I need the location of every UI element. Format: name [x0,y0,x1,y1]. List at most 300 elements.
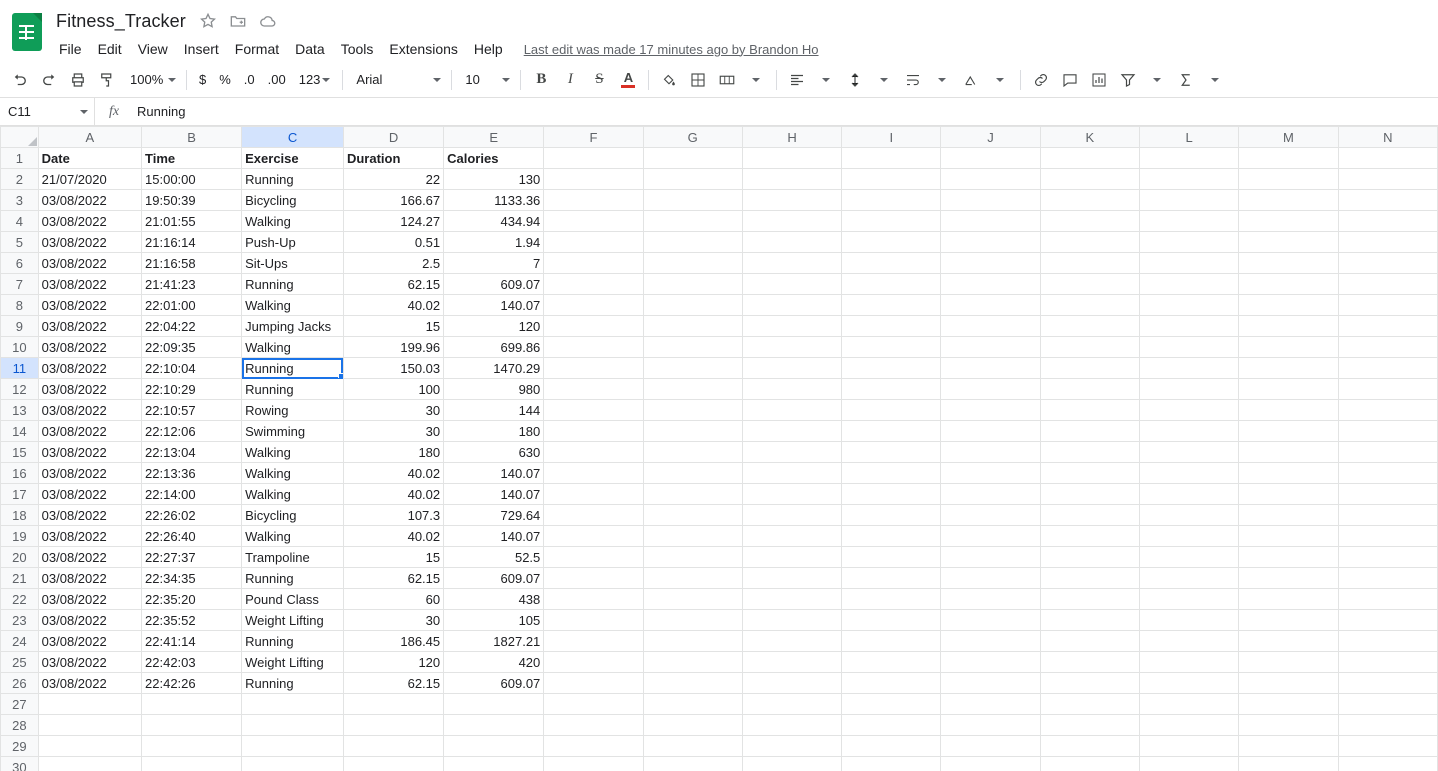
cell-F1[interactable] [544,148,643,169]
text-wrapping-chevron-icon[interactable] [928,66,956,94]
cell-F18[interactable] [544,505,643,526]
row-header-27[interactable]: 27 [1,694,39,715]
cell-D17[interactable]: 40.02 [343,484,443,505]
cell-C1[interactable]: Exercise [242,148,344,169]
cell-J10[interactable] [941,337,1040,358]
cell-I7[interactable] [842,274,941,295]
row-header-17[interactable]: 17 [1,484,39,505]
cell-A16[interactable]: 03/08/2022 [38,463,141,484]
cell-F5[interactable] [544,232,643,253]
cell-G24[interactable] [643,631,742,652]
cell-F17[interactable] [544,484,643,505]
cell-L24[interactable] [1139,631,1238,652]
cell-M28[interactable] [1239,715,1338,736]
cell-F15[interactable] [544,442,643,463]
row-header-12[interactable]: 12 [1,379,39,400]
cell-K1[interactable] [1040,148,1139,169]
cell-L8[interactable] [1139,295,1238,316]
cell-M11[interactable] [1239,358,1338,379]
cell-B12[interactable]: 22:10:29 [142,379,242,400]
decrease-decimal-button[interactable]: .0 [243,72,255,87]
cell-I30[interactable] [842,757,941,771]
cell-J12[interactable] [941,379,1040,400]
cell-D20[interactable]: 15 [343,547,443,568]
cell-G8[interactable] [643,295,742,316]
cell-C18[interactable]: Bicycling [242,505,344,526]
cell-K9[interactable] [1040,316,1139,337]
cell-G5[interactable] [643,232,742,253]
row-header-14[interactable]: 14 [1,421,39,442]
cell-N10[interactable] [1338,337,1437,358]
redo-icon[interactable] [35,66,63,94]
cell-I26[interactable] [842,673,941,694]
cell-L13[interactable] [1139,400,1238,421]
row-header-22[interactable]: 22 [1,589,39,610]
cell-K29[interactable] [1040,736,1139,757]
cell-J24[interactable] [941,631,1040,652]
cell-K26[interactable] [1040,673,1139,694]
cell-C28[interactable] [242,715,344,736]
cell-F4[interactable] [544,211,643,232]
cell-L18[interactable] [1139,505,1238,526]
undo-icon[interactable] [6,66,34,94]
column-header-f[interactable]: F [544,127,643,148]
cell-I18[interactable] [842,505,941,526]
cell-A10[interactable]: 03/08/2022 [38,337,141,358]
cell-I25[interactable] [842,652,941,673]
row-header-9[interactable]: 9 [1,316,39,337]
cell-K28[interactable] [1040,715,1139,736]
cell-F30[interactable] [544,757,643,771]
zoom-selector[interactable] [122,67,180,93]
cell-C13[interactable]: Rowing [242,400,344,421]
cell-C8[interactable]: Walking [242,295,344,316]
column-header-l[interactable]: L [1139,127,1238,148]
italic-button[interactable]: I [567,71,573,87]
cell-C27[interactable] [242,694,344,715]
cell-B2[interactable]: 15:00:00 [142,169,242,190]
cell-C6[interactable]: Sit-Ups [242,253,344,274]
cell-H12[interactable] [742,379,841,400]
cell-J29[interactable] [941,736,1040,757]
cell-G9[interactable] [643,316,742,337]
print-icon[interactable] [64,66,92,94]
cell-G17[interactable] [643,484,742,505]
cell-B27[interactable] [142,694,242,715]
cell-N12[interactable] [1338,379,1437,400]
cell-B9[interactable]: 22:04:22 [142,316,242,337]
row-header-2[interactable]: 2 [1,169,39,190]
cell-H20[interactable] [742,547,841,568]
cell-K4[interactable] [1040,211,1139,232]
cell-F6[interactable] [544,253,643,274]
cell-L22[interactable] [1139,589,1238,610]
cell-L7[interactable] [1139,274,1238,295]
cell-L14[interactable] [1139,421,1238,442]
cell-G29[interactable] [643,736,742,757]
cell-K17[interactable] [1040,484,1139,505]
cell-L26[interactable] [1139,673,1238,694]
cell-N28[interactable] [1338,715,1437,736]
row-header-20[interactable]: 20 [1,547,39,568]
currency-format-button[interactable]: $ [199,72,207,87]
cell-G13[interactable] [643,400,742,421]
cell-H15[interactable] [742,442,841,463]
spreadsheet-grid[interactable] [0,126,1438,771]
cell-K16[interactable] [1040,463,1139,484]
cell-L29[interactable] [1139,736,1238,757]
menu-item-file[interactable]: File [59,41,82,57]
strikethrough-button[interactable]: S [595,71,604,87]
cell-J9[interactable] [941,316,1040,337]
cell-H4[interactable] [742,211,841,232]
cell-A23[interactable]: 03/08/2022 [38,610,141,631]
cell-N1[interactable] [1338,148,1437,169]
cell-N21[interactable] [1338,568,1437,589]
cell-G2[interactable] [643,169,742,190]
cell-M22[interactable] [1239,589,1338,610]
cell-K24[interactable] [1040,631,1139,652]
cell-D27[interactable] [343,694,443,715]
cell-K14[interactable] [1040,421,1139,442]
cell-L19[interactable] [1139,526,1238,547]
cell-A25[interactable]: 03/08/2022 [38,652,141,673]
cell-H3[interactable] [742,190,841,211]
cell-C11[interactable]: Running [242,358,344,379]
cell-B4[interactable]: 21:01:55 [142,211,242,232]
cell-L4[interactable] [1139,211,1238,232]
cell-H21[interactable] [742,568,841,589]
cell-K19[interactable] [1040,526,1139,547]
cell-A30[interactable] [38,757,141,771]
cell-D7[interactable]: 62.15 [343,274,443,295]
cell-H24[interactable] [742,631,841,652]
row-header-18[interactable]: 18 [1,505,39,526]
cell-J8[interactable] [941,295,1040,316]
cell-K18[interactable] [1040,505,1139,526]
cell-A21[interactable]: 03/08/2022 [38,568,141,589]
cell-E7[interactable]: 609.07 [444,274,544,295]
cell-C20[interactable]: Trampoline [242,547,344,568]
cell-N20[interactable] [1338,547,1437,568]
cell-H18[interactable] [742,505,841,526]
cell-F12[interactable] [544,379,643,400]
cell-F27[interactable] [544,694,643,715]
cell-D25[interactable]: 120 [343,652,443,673]
cell-E27[interactable] [444,694,544,715]
cell-A24[interactable]: 03/08/2022 [38,631,141,652]
menu-item-view[interactable]: View [137,41,168,57]
cell-I1[interactable] [842,148,941,169]
borders-icon[interactable] [684,66,712,94]
vertical-align-icon[interactable] [841,66,869,94]
menu-item-data[interactable]: Data [295,41,325,57]
cell-E12[interactable]: 980 [444,379,544,400]
cell-A20[interactable]: 03/08/2022 [38,547,141,568]
cell-J5[interactable] [941,232,1040,253]
cell-N8[interactable] [1338,295,1437,316]
cell-F26[interactable] [544,673,643,694]
cell-H26[interactable] [742,673,841,694]
cell-B7[interactable]: 21:41:23 [142,274,242,295]
cell-B24[interactable]: 22:41:14 [142,631,242,652]
cell-M24[interactable] [1239,631,1338,652]
cell-C15[interactable]: Walking [242,442,344,463]
cell-K30[interactable] [1040,757,1139,771]
cell-B17[interactable]: 22:14:00 [142,484,242,505]
cell-M1[interactable] [1239,148,1338,169]
cell-E22[interactable]: 438 [444,589,544,610]
cell-M6[interactable] [1239,253,1338,274]
cell-A2[interactable]: 21/07/2020 [38,169,141,190]
cell-N4[interactable] [1338,211,1437,232]
cell-E13[interactable]: 144 [444,400,544,421]
cell-L27[interactable] [1139,694,1238,715]
cell-N7[interactable] [1338,274,1437,295]
cell-E26[interactable]: 609.07 [444,673,544,694]
cell-B19[interactable]: 22:26:40 [142,526,242,547]
cell-C22[interactable]: Pound Class [242,589,344,610]
cell-I11[interactable] [842,358,941,379]
cell-M8[interactable] [1239,295,1338,316]
document-title[interactable]: Fitness_Tracker [56,10,186,31]
cell-B16[interactable]: 22:13:36 [142,463,242,484]
cell-B21[interactable]: 22:34:35 [142,568,242,589]
cell-G26[interactable] [643,673,742,694]
cell-B28[interactable] [142,715,242,736]
cell-C10[interactable]: Walking [242,337,344,358]
cell-B18[interactable]: 22:26:02 [142,505,242,526]
cell-I9[interactable] [842,316,941,337]
cell-E17[interactable]: 140.07 [444,484,544,505]
cell-G22[interactable] [643,589,742,610]
cell-F3[interactable] [544,190,643,211]
cell-B25[interactable]: 22:42:03 [142,652,242,673]
cell-D10[interactable]: 199.96 [343,337,443,358]
cell-L17[interactable] [1139,484,1238,505]
cell-L3[interactable] [1139,190,1238,211]
menu-item-insert[interactable]: Insert [183,41,219,57]
cell-A5[interactable]: 03/08/2022 [38,232,141,253]
cell-G23[interactable] [643,610,742,631]
last-edit-status[interactable]: Last edit was made 17 minutes ago by Brandon Ho [523,41,819,57]
row-header-6[interactable]: 6 [1,253,39,274]
row-header-13[interactable]: 13 [1,400,39,421]
cell-J26[interactable] [941,673,1040,694]
cell-F7[interactable] [544,274,643,295]
cell-K8[interactable] [1040,295,1139,316]
text-color-button[interactable] [614,66,642,94]
cell-M7[interactable] [1239,274,1338,295]
row-header-29[interactable]: 29 [1,736,39,757]
cell-F20[interactable] [544,547,643,568]
cell-F16[interactable] [544,463,643,484]
column-header-n[interactable]: N [1338,127,1437,148]
cell-C25[interactable]: Weight Lifting [242,652,344,673]
row-header-19[interactable]: 19 [1,526,39,547]
cell-N24[interactable] [1338,631,1437,652]
cell-L11[interactable] [1139,358,1238,379]
cell-A29[interactable] [38,736,141,757]
row-header-25[interactable]: 25 [1,652,39,673]
cell-J11[interactable] [941,358,1040,379]
cell-B13[interactable]: 22:10:57 [142,400,242,421]
cell-C16[interactable]: Walking [242,463,344,484]
cell-B1[interactable]: Time [142,148,242,169]
cell-H28[interactable] [742,715,841,736]
filter-chevron-icon[interactable] [1143,66,1171,94]
row-header-5[interactable]: 5 [1,232,39,253]
row-header-21[interactable]: 21 [1,568,39,589]
cell-F19[interactable] [544,526,643,547]
cell-E18[interactable]: 729.64 [444,505,544,526]
cell-F13[interactable] [544,400,643,421]
cell-C30[interactable] [242,757,344,771]
cell-J7[interactable] [941,274,1040,295]
cell-E23[interactable]: 105 [444,610,544,631]
cell-N3[interactable] [1338,190,1437,211]
cell-F23[interactable] [544,610,643,631]
functions-chevron-icon[interactable] [1201,66,1229,94]
cell-G4[interactable] [643,211,742,232]
cell-K10[interactable] [1040,337,1139,358]
text-rotation-icon[interactable] [957,66,985,94]
menu-item-tools[interactable]: Tools [340,41,374,57]
cell-J2[interactable] [941,169,1040,190]
cell-A28[interactable] [38,715,141,736]
cell-K20[interactable] [1040,547,1139,568]
column-header-b[interactable]: B [142,127,242,148]
cell-B26[interactable]: 22:42:26 [142,673,242,694]
cell-H16[interactable] [742,463,841,484]
menu-item-edit[interactable]: Edit [97,41,122,57]
cell-N13[interactable] [1338,400,1437,421]
cell-H2[interactable] [742,169,841,190]
cell-N2[interactable] [1338,169,1437,190]
row-header-15[interactable]: 15 [1,442,39,463]
cell-M9[interactable] [1239,316,1338,337]
cell-G19[interactable] [643,526,742,547]
cell-J17[interactable] [941,484,1040,505]
cell-G18[interactable] [643,505,742,526]
cell-C9[interactable]: Jumping Jacks [242,316,344,337]
cell-L30[interactable] [1139,757,1238,771]
more-number-formats-button[interactable] [293,67,337,93]
cell-I6[interactable] [842,253,941,274]
cell-C3[interactable]: Bicycling [242,190,344,211]
cell-A22[interactable]: 03/08/2022 [38,589,141,610]
cell-D18[interactable]: 107.3 [343,505,443,526]
insert-comment-icon[interactable] [1056,66,1084,94]
cell-L23[interactable] [1139,610,1238,631]
cell-M25[interactable] [1239,652,1338,673]
cell-G6[interactable] [643,253,742,274]
cell-M20[interactable] [1239,547,1338,568]
cell-G30[interactable] [643,757,742,771]
cell-D4[interactable]: 124.27 [343,211,443,232]
cell-N30[interactable] [1338,757,1437,771]
cell-I23[interactable] [842,610,941,631]
cell-M13[interactable] [1239,400,1338,421]
cell-L20[interactable] [1139,547,1238,568]
cell-E30[interactable] [444,757,544,771]
cell-B11[interactable]: 22:10:04 [142,358,242,379]
cell-G7[interactable] [643,274,742,295]
cell-I29[interactable] [842,736,941,757]
cell-I20[interactable] [842,547,941,568]
cell-L28[interactable] [1139,715,1238,736]
cell-F2[interactable] [544,169,643,190]
cell-I28[interactable] [842,715,941,736]
cell-C23[interactable]: Weight Lifting [242,610,344,631]
cell-J23[interactable] [941,610,1040,631]
cell-D23[interactable]: 30 [343,610,443,631]
text-wrapping-icon[interactable] [899,66,927,94]
cell-H22[interactable] [742,589,841,610]
cell-N11[interactable] [1338,358,1437,379]
cell-D2[interactable]: 22 [343,169,443,190]
cell-L15[interactable] [1139,442,1238,463]
bold-button[interactable]: B [536,71,547,87]
cell-E4[interactable]: 434.94 [444,211,544,232]
cell-J22[interactable] [941,589,1040,610]
cell-E29[interactable] [444,736,544,757]
row-header-26[interactable]: 26 [1,673,39,694]
cell-N6[interactable] [1338,253,1437,274]
cell-H7[interactable] [742,274,841,295]
cell-C21[interactable]: Running [242,568,344,589]
cell-L25[interactable] [1139,652,1238,673]
cell-J18[interactable] [941,505,1040,526]
cell-M21[interactable] [1239,568,1338,589]
cell-H5[interactable] [742,232,841,253]
cell-A17[interactable]: 03/08/2022 [38,484,141,505]
cell-C14[interactable]: Swimming [242,421,344,442]
row-header-10[interactable]: 10 [1,337,39,358]
cell-E10[interactable]: 699.86 [444,337,544,358]
cell-I19[interactable] [842,526,941,547]
column-header-g[interactable]: G [643,127,742,148]
row-header-8[interactable]: 8 [1,295,39,316]
cell-K6[interactable] [1040,253,1139,274]
cell-K15[interactable] [1040,442,1139,463]
cell-I8[interactable] [842,295,941,316]
cell-D30[interactable] [343,757,443,771]
cell-C26[interactable]: Running [242,673,344,694]
cell-A13[interactable]: 03/08/2022 [38,400,141,421]
cell-L12[interactable] [1139,379,1238,400]
cell-M19[interactable] [1239,526,1338,547]
cell-L1[interactable] [1139,148,1238,169]
cell-E15[interactable]: 630 [444,442,544,463]
cloud-saved-icon[interactable] [258,11,278,31]
cell-I12[interactable] [842,379,941,400]
cell-A9[interactable]: 03/08/2022 [38,316,141,337]
cell-B3[interactable]: 19:50:39 [142,190,242,211]
cell-J19[interactable] [941,526,1040,547]
cell-E5[interactable]: 1.94 [444,232,544,253]
cell-E1[interactable]: Calories [444,148,544,169]
cell-D28[interactable] [343,715,443,736]
cell-E19[interactable]: 140.07 [444,526,544,547]
column-header-c[interactable]: C [242,127,344,148]
cell-H14[interactable] [742,421,841,442]
row-header-11[interactable]: 11 [1,358,39,379]
cell-M15[interactable] [1239,442,1338,463]
cell-C5[interactable]: Push-Up [242,232,344,253]
text-rotation-chevron-icon[interactable] [986,66,1014,94]
cell-D15[interactable]: 180 [343,442,443,463]
